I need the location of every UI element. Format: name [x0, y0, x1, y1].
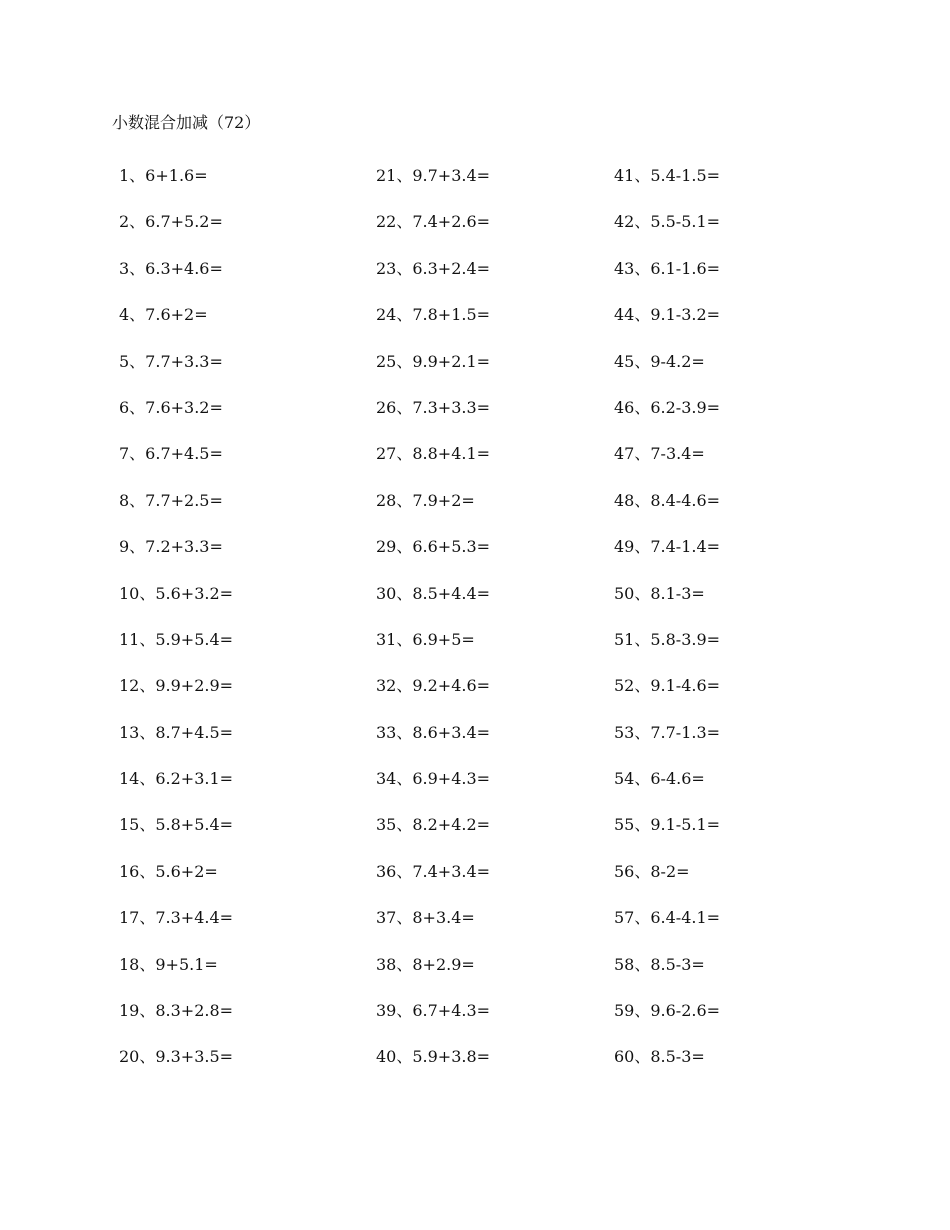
problem-column-1	[119, 164, 233, 1092]
problem-52: 52、9.1-4.6=	[614, 676, 721, 696]
problem-column-2	[376, 164, 490, 1092]
problem-53: 53、7.7-1.3=	[614, 722, 721, 742]
problem-29: 29、6.6+5.3=	[376, 537, 491, 557]
problem-36: 36、7.4+3.4=	[376, 861, 491, 881]
problem-34: 34、6.9+4.3=	[376, 769, 491, 789]
problem-57: 57、6.4-4.1=	[614, 908, 721, 928]
problem-37: 37、8+3.4=	[376, 908, 475, 928]
problem-38: 38、8+2.9=	[376, 954, 475, 974]
problem-17: 17、7.3+4.4=	[119, 908, 234, 928]
problem-49: 49、7.4-1.4=	[614, 537, 721, 557]
problem-48: 48、8.4-4.6=	[614, 490, 721, 510]
problem-15: 15、5.8+5.4=	[119, 815, 234, 835]
problem-41: 41、5.4-1.5=	[614, 166, 721, 185]
problem-54: 54、6-4.6=	[614, 769, 705, 789]
problem-24: 24、7.8+1.5=	[376, 305, 491, 325]
problem-33: 33、8.6+3.4=	[376, 722, 491, 742]
problem-25: 25、9.9+2.1=	[376, 351, 491, 371]
problem-12: 12、9.9+2.9=	[119, 676, 234, 696]
worksheet-title: 小数混合加减（72）	[112, 113, 261, 132]
problem-42: 42、5.5-5.1=	[614, 212, 721, 232]
problem-55: 55、9.1-5.1=	[614, 815, 721, 835]
problem-44: 44、9.1-3.2=	[614, 305, 721, 325]
problem-43: 43、6.1-1.6=	[614, 258, 721, 278]
problem-32: 32、9.2+4.6=	[376, 676, 491, 696]
problem-58: 58、8.5-3=	[614, 954, 705, 974]
problem-2: 2、6.7+5.2=	[119, 212, 223, 232]
problem-56: 56、8-2=	[614, 861, 690, 881]
problem-13: 13、8.7+4.5=	[119, 722, 234, 742]
problem-35: 35、8.2+4.2=	[376, 815, 491, 835]
problem-column-3	[614, 164, 720, 1092]
problem-40: 40、5.9+3.8=	[376, 1047, 491, 1067]
problem-46: 46、6.2-3.9=	[614, 397, 721, 417]
problem-20: 20、9.3+3.5=	[119, 1047, 234, 1067]
problem-47: 47、7-3.4=	[614, 444, 705, 464]
problem-59: 59、9.6-2.6=	[614, 1001, 721, 1021]
problem-21: 21、9.7+3.4=	[376, 166, 491, 185]
problem-26: 26、7.3+3.3=	[376, 397, 491, 417]
problem-31: 31、6.9+5=	[376, 629, 475, 649]
problem-1: 1、6+1.6=	[119, 166, 208, 185]
problem-5: 5、7.7+3.3=	[119, 351, 223, 371]
problem-14: 14、6.2+3.1=	[119, 769, 234, 789]
problem-60: 60、8.5-3=	[614, 1047, 705, 1067]
problem-30: 30、8.5+4.4=	[376, 583, 491, 603]
problem-28: 28、7.9+2=	[376, 490, 475, 510]
problem-18: 18、9+5.1=	[119, 954, 218, 974]
problem-27: 27、8.8+4.1=	[376, 444, 491, 464]
problem-4: 4、7.6+2=	[119, 305, 208, 325]
problem-51: 51、5.8-3.9=	[614, 629, 721, 649]
problem-45: 45、9-4.2=	[614, 351, 705, 371]
problem-10: 10、5.6+3.2=	[119, 583, 234, 603]
problem-3: 3、6.3+4.6=	[119, 258, 223, 278]
problem-8: 8、7.7+2.5=	[119, 490, 223, 510]
problem-7: 7、6.7+4.5=	[119, 444, 223, 464]
problem-39: 39、6.7+4.3=	[376, 1001, 491, 1021]
problem-50: 50、8.1-3=	[614, 583, 705, 603]
problem-11: 11、5.9+5.4=	[119, 629, 234, 649]
problem-6: 6、7.6+3.2=	[119, 397, 223, 417]
problem-16: 16、5.6+2=	[119, 861, 218, 881]
problem-19: 19、8.3+2.8=	[119, 1001, 234, 1021]
problem-23: 23、6.3+2.4=	[376, 258, 491, 278]
problem-22: 22、7.4+2.6=	[376, 212, 491, 232]
problem-9: 9、7.2+3.3=	[119, 537, 223, 557]
